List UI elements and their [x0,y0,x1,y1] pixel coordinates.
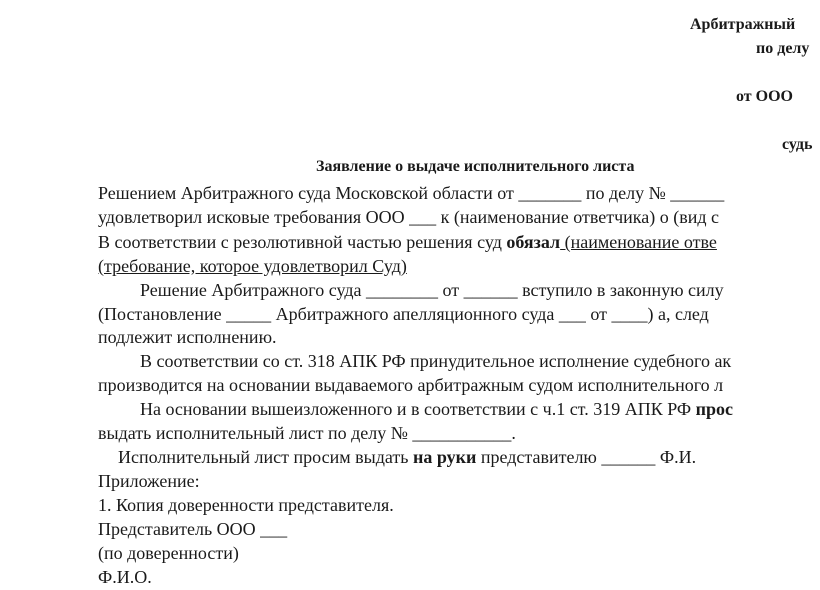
by-proxy-line: (по доверенности) [98,543,239,563]
p6-start: Исполнительный лист просим выдать [118,447,413,467]
p1-line2: удовлетворил исковые требования ООО ___ к (наименование ответчика) о (вид с [98,207,719,227]
appendix-item: 1. Копия доверенности представителя. [98,495,394,515]
p6-bold: на руки [412,447,477,467]
p2-line1-bold: обязал [506,232,561,252]
p2-line1-start: В соответствии с резолютивной частью решения суд [98,232,507,252]
header-judge: судь [782,136,813,153]
p5-line1-bold: прос [695,399,734,419]
p5-line1-start: На основании вышеизложенного и в соответствии с ч.1 ст. 319 АПК РФ [140,399,696,419]
representative-line: Представитель ООО ___ [98,519,288,539]
header-case: по делу [756,40,810,57]
document-title: Заявление о выдаче исполнительного листа [316,158,635,175]
p3-line1: Решение Арбитражного суда ________ от ______ вступило в законную силу [140,280,724,300]
appendix-heading: Приложение: [98,471,200,491]
p2-line2: (требование, которое удовлетворил Суд) [98,256,407,276]
p4-line1: В соответствии со ст. 318 АПК РФ принудительное исполнение судебного ак [140,351,732,371]
p1-line1: Решением Арбитражного суда Московской области от _______ по делу № ______ [98,183,725,203]
header-from: от ООО [736,88,793,105]
p5-line1 [140,398,733,420]
p6-line [118,446,696,468]
fio-line: Ф.И.О. [98,567,152,587]
p3-line3: подлежит исполнению. [98,327,277,347]
p3-line2: (Постановление _____ Арбитражного апелляционного суда ___ от ____) а, след [98,304,709,324]
p2-line1-end: (наименование отве [560,232,717,252]
p4-line2: производится на основании выдаваемого арбитражным судом исполнительного л [98,375,724,395]
header-court: Арбитражный [690,16,796,33]
p5-line2: выдать исполнительный лист по делу № ___________. [98,423,516,443]
p6-end: представителю ______ Ф.И. [476,447,697,467]
p2-line1 [98,231,717,253]
